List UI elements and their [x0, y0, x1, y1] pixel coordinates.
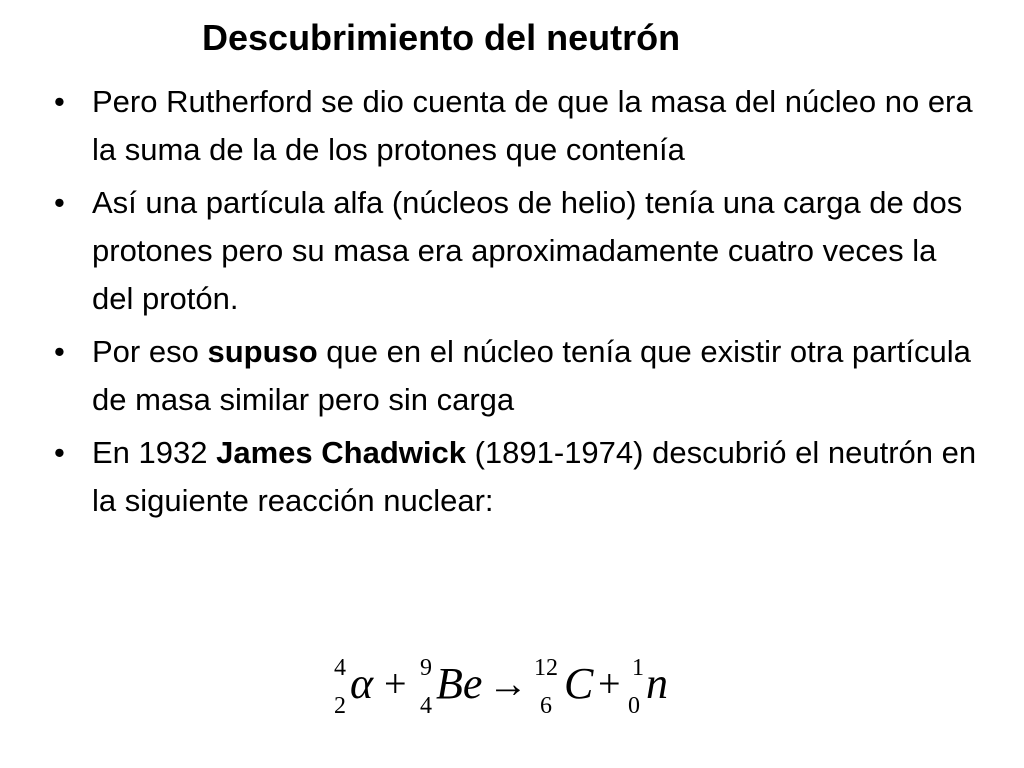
beryllium-symbol: Be	[436, 659, 483, 708]
neutron-mass-number: 1	[632, 655, 644, 681]
bullet-dot: •	[54, 185, 65, 220]
bullet-text: Pero Rutherford se dio cuenta de que la masa del núcleo no era la suma de la de los protones que contenía	[92, 84, 973, 167]
neutron-atomic-number: 0	[628, 693, 640, 719]
carbon-symbol: C	[564, 659, 594, 708]
bullet-item	[52, 429, 982, 525]
bullet-dot: •	[54, 84, 65, 119]
nuclear-reaction-equation	[328, 648, 688, 728]
bullet-text-pre: Por eso	[92, 334, 208, 369]
bullet-dot: •	[54, 435, 65, 470]
alpha-atomic-number: 2	[334, 693, 346, 719]
bullet-text: Así una partícula alfa (núcleos de helio) tenía una carga de dos protones pero su masa era aproximadamente cuatro veces la del protón.	[92, 185, 963, 316]
carbon-atomic-number: 6	[540, 693, 552, 719]
plus-sign: +	[384, 661, 407, 706]
bullet-item	[52, 179, 982, 323]
bullet-text-post: (1891-1974) descubrió el neutrón en la siguiente reacción nuclear:	[92, 435, 977, 518]
neutron-symbol: n	[646, 659, 668, 708]
bullet-dot: •	[54, 334, 65, 369]
slide-title: Descubrimiento del neutrón	[202, 17, 681, 58]
bullet-item	[52, 328, 982, 424]
bullet-text-bold: supuso	[207, 334, 318, 369]
plus-sign: +	[598, 661, 621, 706]
alpha-symbol: α	[350, 659, 374, 708]
bullet-item	[52, 78, 982, 174]
bullet-list	[52, 78, 982, 530]
alpha-mass-number: 4	[334, 655, 346, 681]
bullet-text-pre: En 1932	[92, 435, 217, 470]
bullet-text-bold: James Chadwick	[216, 435, 466, 470]
bullet-text-post: que en el núcleo tenía que existir otra partícula de masa similar pero sin carga	[92, 334, 971, 417]
reaction-arrow: →	[488, 661, 528, 706]
beryllium-mass-number: 9	[420, 655, 432, 681]
beryllium-atomic-number: 4	[420, 693, 432, 719]
carbon-mass-number: 12	[534, 655, 558, 681]
